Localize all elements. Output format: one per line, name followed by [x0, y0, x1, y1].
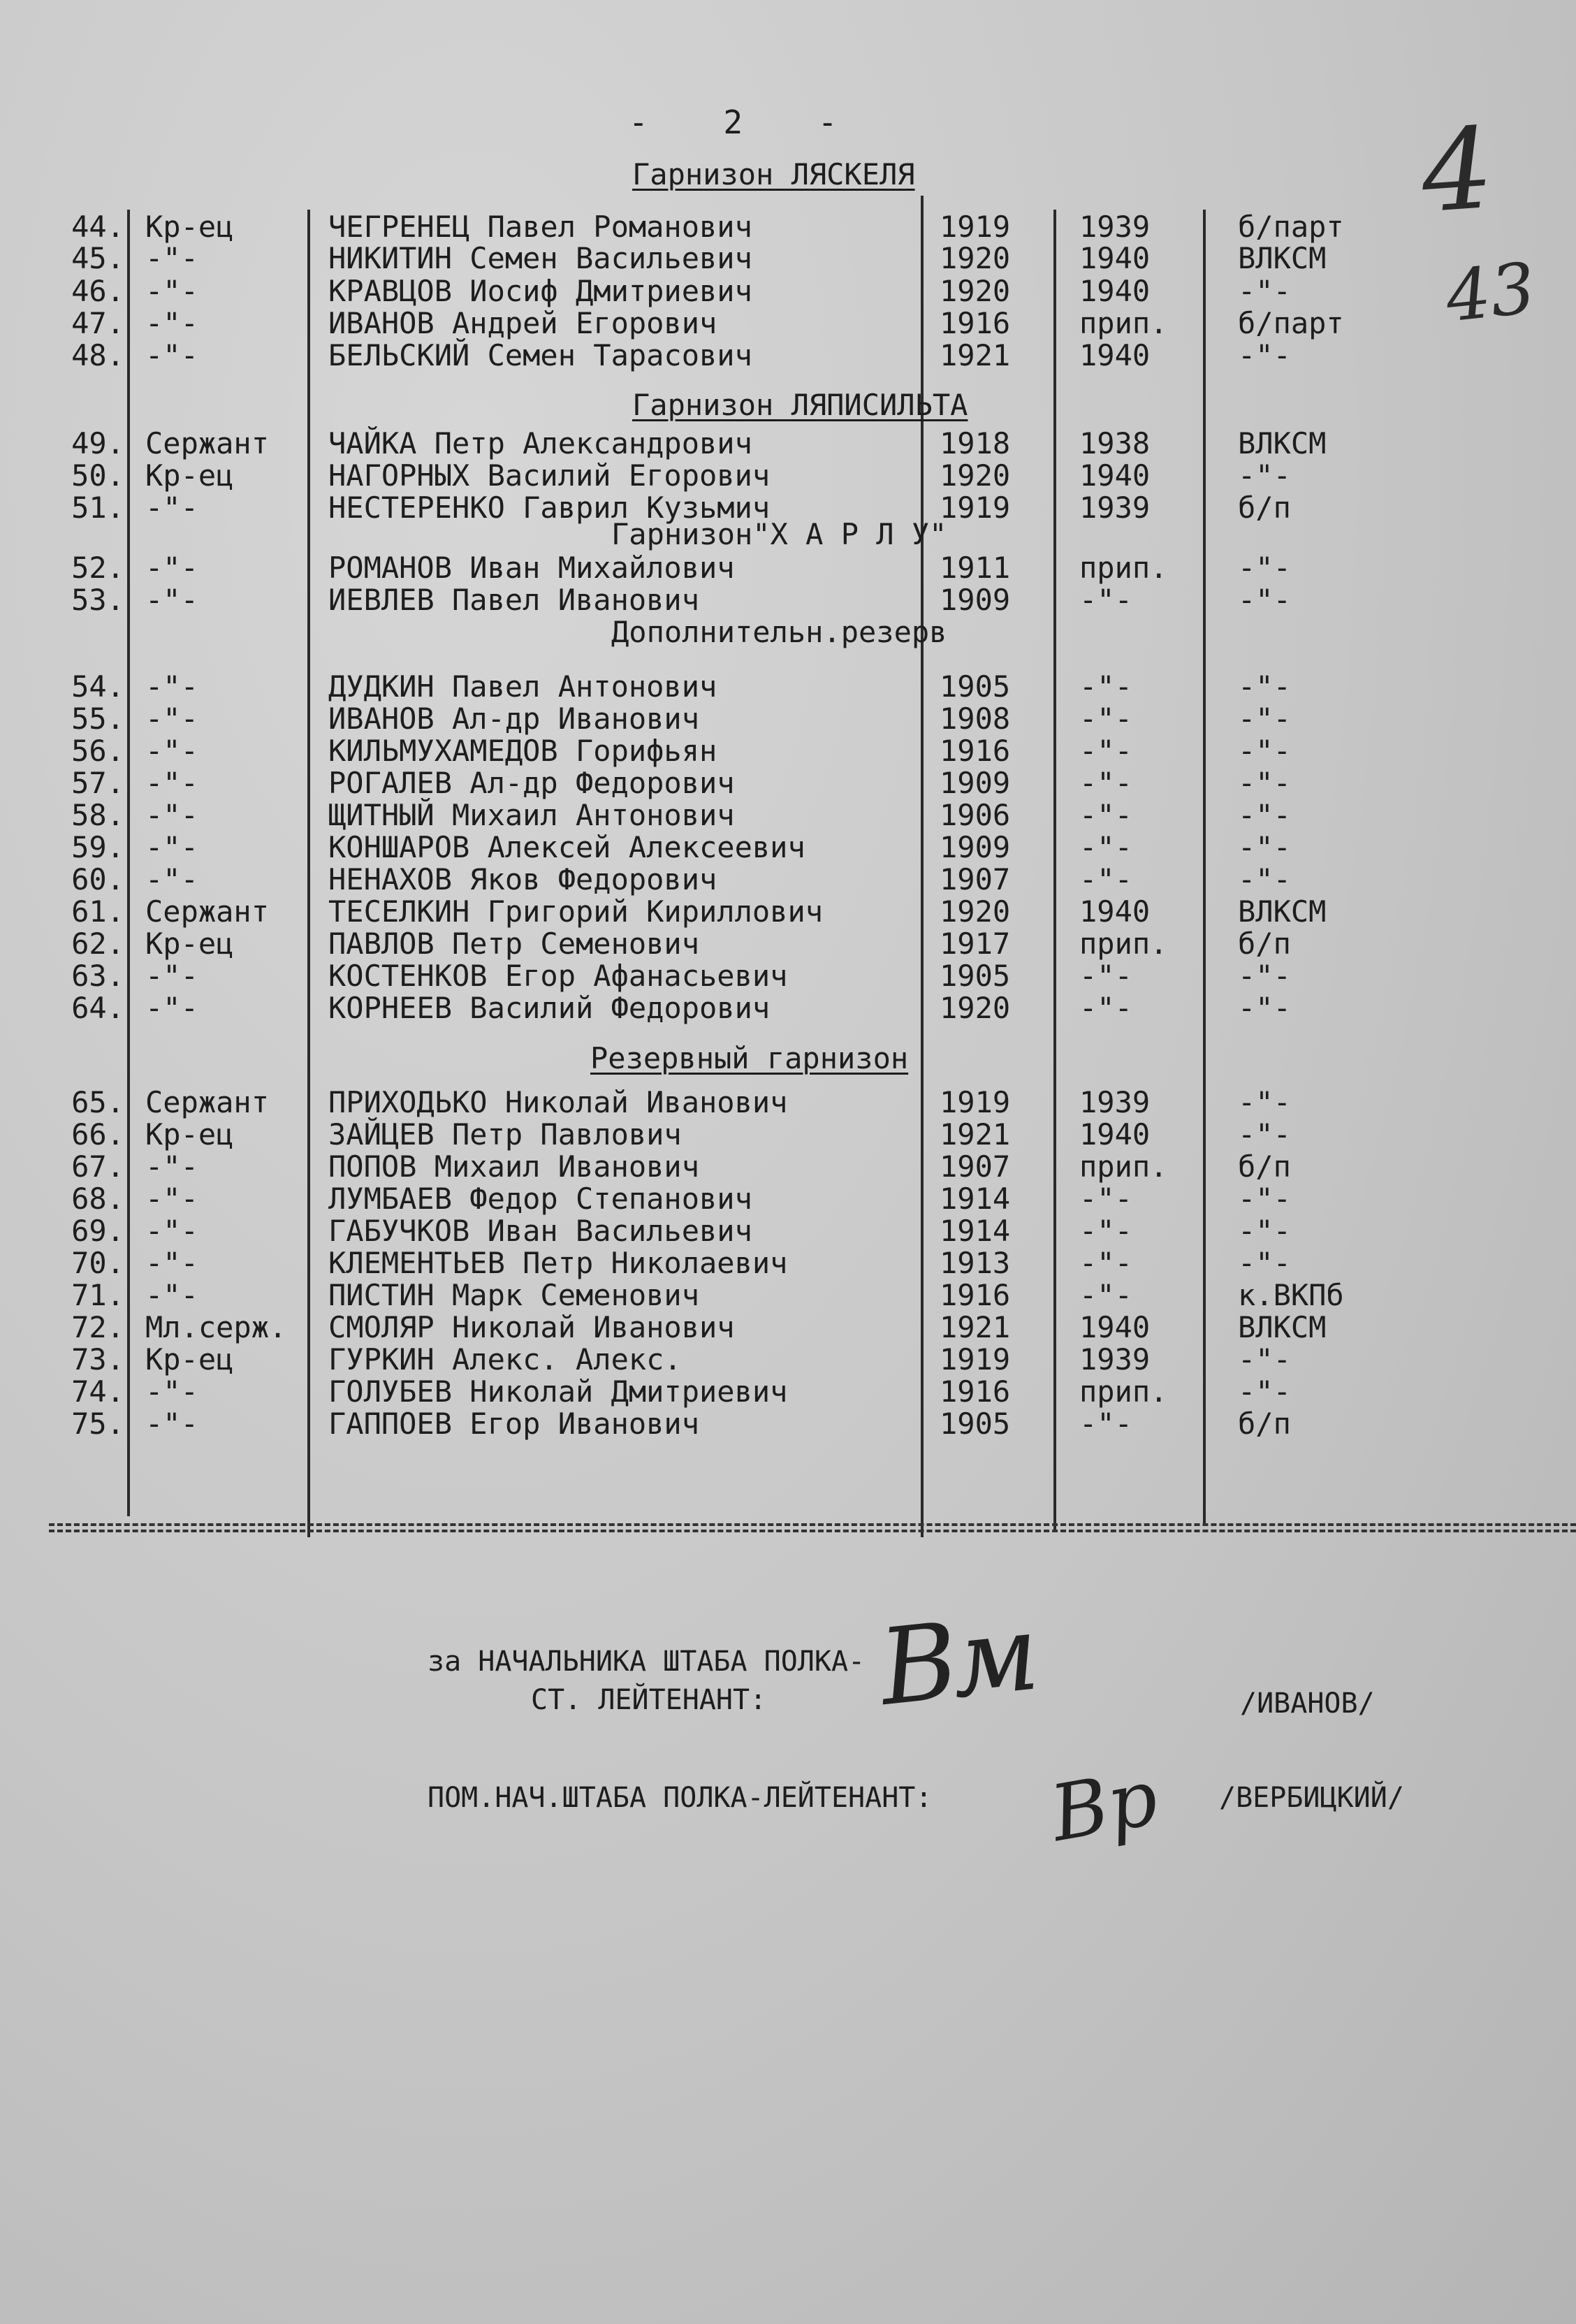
table-row: [0, 1214, 1576, 1246]
table-row: [0, 927, 1576, 959]
full-name: БЕЛЬСКИЙ Семен Тарасович: [328, 338, 752, 372]
rank: -"-: [145, 1278, 198, 1312]
rank: -"-: [145, 338, 198, 372]
birth-year: 1909: [940, 583, 1011, 617]
join-year: -"-: [1079, 669, 1132, 704]
table-row: [0, 274, 1576, 306]
row-number: 47.: [71, 306, 124, 340]
party-status: -"-: [1238, 734, 1291, 768]
rank: Кр-ец: [145, 1117, 234, 1152]
join-year: -"-: [1079, 702, 1132, 736]
join-year: -"-: [1079, 830, 1132, 864]
table-row: [0, 1374, 1576, 1407]
table-row: [0, 1342, 1576, 1377]
birth-year: 1919: [940, 210, 1011, 244]
party-status: -"-: [1238, 1342, 1291, 1377]
rank: -"-: [145, 702, 198, 736]
party-status: ВЛКСМ: [1238, 1310, 1327, 1344]
join-year: прип.: [1079, 927, 1168, 961]
full-name: ГУРКИН Алекс. Алекс.: [328, 1342, 682, 1377]
table-row: [0, 862, 1576, 894]
rank: Кр-ец: [145, 458, 234, 493]
party-status: б/п: [1238, 1407, 1291, 1441]
full-name: ПИСТИН Марк Семенович: [328, 1278, 700, 1312]
join-year: 1940: [1079, 1310, 1151, 1344]
party-status: -"-: [1238, 669, 1291, 704]
table-row: [0, 830, 1576, 862]
row-number: 48.: [71, 338, 124, 372]
signature-line-rank: СТ. ЛЕЙТЕНАНТ:: [531, 1684, 767, 1716]
rank: -"-: [145, 551, 198, 585]
row-number: 70.: [71, 1246, 124, 1280]
full-name: ГАБУЧКОВ Иван Васильевич: [328, 1214, 752, 1248]
join-year: 1939: [1079, 1342, 1151, 1377]
join-year: прип.: [1079, 1374, 1168, 1409]
join-year: 1939: [1079, 491, 1151, 525]
full-name: ИВАНОВ Ал-др Иванович: [328, 702, 700, 736]
full-name: КРАВЦОВ Иосиф Дмитриевич: [328, 274, 752, 308]
table-row: [0, 766, 1576, 798]
party-status: -"-: [1238, 1214, 1291, 1248]
rank: -"-: [145, 991, 198, 1025]
rank: -"-: [145, 1182, 198, 1216]
birth-year: 1907: [940, 1149, 1011, 1184]
row-number: 57.: [71, 766, 124, 800]
full-name: ЧЕГРЕНЕЦ Павел Романович: [328, 210, 752, 244]
join-year: -"-: [1079, 734, 1132, 768]
party-status: -"-: [1238, 338, 1291, 372]
row-number: 72.: [71, 1310, 124, 1344]
full-name: КОСТЕНКОВ Егор Афанасьевич: [328, 959, 788, 993]
rank: Кр-ец: [145, 1342, 234, 1377]
birth-year: 1920: [940, 991, 1011, 1025]
join-year: 1940: [1079, 1117, 1151, 1152]
full-name: ПОПОВ Михаил Иванович: [328, 1149, 700, 1184]
full-name: НИКИТИН Семен Васильевич: [328, 241, 752, 275]
birth-year: 1908: [940, 702, 1011, 736]
birth-year: 1916: [940, 306, 1011, 340]
birth-year: 1905: [940, 669, 1011, 704]
row-number: 61.: [71, 894, 124, 929]
birth-year: 1919: [940, 491, 1011, 525]
section-title: Гарнизон ЛЯСКЕЛЯ: [632, 157, 915, 191]
rank: Сержант: [145, 426, 270, 460]
table-row: [0, 702, 1576, 734]
row-number: 50.: [71, 458, 124, 493]
birth-year: 1921: [940, 1310, 1011, 1344]
signature-scrawl-ivanov: Вм: [874, 1592, 1039, 1729]
party-status: ВЛКСМ: [1238, 894, 1327, 929]
row-number: 64.: [71, 991, 124, 1025]
party-status: -"-: [1238, 959, 1291, 993]
table-row: [0, 1246, 1576, 1278]
full-name: ЩИТНЫЙ Михаил Антонович: [328, 798, 735, 832]
birth-year: 1920: [940, 274, 1011, 308]
join-year: -"-: [1079, 1182, 1132, 1216]
party-status: б/парт: [1238, 306, 1344, 340]
party-status: -"-: [1238, 830, 1291, 864]
full-name: РОМАНОВ Иван Михайлович: [328, 551, 735, 585]
party-status: б/п: [1238, 1149, 1291, 1184]
row-number: 58.: [71, 798, 124, 832]
table-row: [0, 210, 1576, 242]
signature-scrawl-verbitsky: Вр: [1044, 1752, 1165, 1859]
party-status: ВЛКСМ: [1238, 426, 1327, 460]
party-status: б/п: [1238, 927, 1291, 961]
section-title: Дополнительн.резерв: [611, 615, 947, 649]
birth-year: 1921: [940, 338, 1011, 372]
party-status: -"-: [1238, 702, 1291, 736]
birth-year: 1905: [940, 959, 1011, 993]
rank: Кр-ец: [145, 210, 234, 244]
row-number: 46.: [71, 274, 124, 308]
party-status: -"-: [1238, 1182, 1291, 1216]
birth-year: 1920: [940, 241, 1011, 275]
rank: -"-: [145, 1149, 198, 1184]
full-name: НАГОРНЫХ Василий Егорович: [328, 458, 771, 493]
rank: -"-: [145, 734, 198, 768]
party-status: -"-: [1238, 1246, 1291, 1280]
signature-name-ivanov: /ИВАНОВ/: [1240, 1687, 1375, 1720]
join-year: 1940: [1079, 241, 1151, 275]
birth-year: 1918: [940, 426, 1011, 460]
row-number: 45.: [71, 241, 124, 275]
row-number: 56.: [71, 734, 124, 768]
party-status: б/парт: [1238, 210, 1344, 244]
join-year: 1939: [1079, 1085, 1151, 1119]
table-row: [0, 669, 1576, 702]
row-number: 44.: [71, 210, 124, 244]
row-number: 67.: [71, 1149, 124, 1184]
birth-year: 1905: [940, 1407, 1011, 1441]
join-year: -"-: [1079, 1407, 1132, 1441]
signature-name-verbitsky: /ВЕРБИЦКИЙ/: [1219, 1782, 1404, 1814]
party-status: -"-: [1238, 862, 1291, 896]
party-status: к.ВКПб: [1238, 1278, 1344, 1312]
row-number: 74.: [71, 1374, 124, 1409]
table-row: [0, 1310, 1576, 1342]
signature-line-chief-of-staff: за НАЧАЛЬНИКА ШТАБА ПОЛКА-: [428, 1646, 866, 1678]
table-row: [0, 551, 1576, 583]
row-number: 75.: [71, 1407, 124, 1441]
full-name: ЗАЙЦЕВ Петр Павлович: [328, 1117, 682, 1152]
full-name: КЛЕМЕНТЬЕВ Петр Николаевич: [328, 1246, 788, 1280]
rank: -"-: [145, 669, 198, 704]
full-name: ГОЛУБЕВ Николай Дмитриевич: [328, 1374, 788, 1409]
full-name: НЕНАХОВ Яков Федорович: [328, 862, 717, 896]
table-row: [0, 734, 1576, 766]
full-name: ТЕСЕЛКИН Григорий Кириллович: [328, 894, 824, 929]
rank: -"-: [145, 1407, 198, 1441]
table-row: [0, 991, 1576, 1023]
join-year: прип.: [1079, 551, 1168, 585]
table-row: [0, 338, 1576, 370]
birth-year: 1909: [940, 830, 1011, 864]
rank: -"-: [145, 798, 198, 832]
rank: -"-: [145, 306, 198, 340]
table-row: [0, 1182, 1576, 1214]
birth-year: 1916: [940, 1374, 1011, 1409]
rank: Мл.серж.: [145, 1310, 287, 1344]
join-year: 1940: [1079, 274, 1151, 308]
handwritten-folio-number: 43: [1442, 247, 1540, 338]
row-number: 68.: [71, 1182, 124, 1216]
join-year: -"-: [1079, 798, 1132, 832]
party-status: -"-: [1238, 766, 1291, 800]
birth-year: 1919: [940, 1085, 1011, 1119]
full-name: НЕСТЕРЕНКО Гаврил Кузьмич: [328, 491, 771, 525]
rank: -"-: [145, 241, 198, 275]
join-year: -"-: [1079, 1214, 1132, 1248]
join-year: -"-: [1079, 1246, 1132, 1280]
join-year: 1940: [1079, 338, 1151, 372]
join-year: 1938: [1079, 426, 1151, 460]
join-year: 1939: [1079, 210, 1151, 244]
party-status: -"-: [1238, 991, 1291, 1025]
table-row: [0, 426, 1576, 458]
row-number: 51.: [71, 491, 124, 525]
birth-year: 1913: [940, 1246, 1011, 1280]
join-year: 1940: [1079, 458, 1151, 493]
row-number: 54.: [71, 669, 124, 704]
rank: -"-: [145, 862, 198, 896]
join-year: 1940: [1079, 894, 1151, 929]
birth-year: 1920: [940, 894, 1011, 929]
rank: -"-: [145, 766, 198, 800]
table-row: [0, 1085, 1576, 1117]
rank: -"-: [145, 274, 198, 308]
table-row: [0, 491, 1576, 523]
row-number: 52.: [71, 551, 124, 585]
table-row: [0, 1149, 1576, 1182]
full-name: ПАВЛОВ Петр Семенович: [328, 927, 700, 961]
full-name: РОГАЛЕВ Ал-др Федорович: [328, 766, 735, 800]
row-number: 66.: [71, 1117, 124, 1152]
join-year: прип.: [1079, 1149, 1168, 1184]
row-number: 55.: [71, 702, 124, 736]
rank: -"-: [145, 491, 198, 525]
birth-year: 1916: [940, 734, 1011, 768]
join-year: -"-: [1079, 862, 1132, 896]
party-status: -"-: [1238, 1117, 1291, 1152]
full-name: ДУДКИН Павел Антонович: [328, 669, 717, 704]
full-name: КОРНЕЕВ Василий Федорович: [328, 991, 771, 1025]
rank: Кр-ец: [145, 927, 234, 961]
rank: -"-: [145, 830, 198, 864]
rank: -"-: [145, 1214, 198, 1248]
section-title: Гарнизон"Х А Р Л У": [611, 517, 947, 551]
row-number: 59.: [71, 830, 124, 864]
party-status: -"-: [1238, 583, 1291, 617]
full-name: СМОЛЯР Николай Иванович: [328, 1310, 735, 1344]
signature-line-assistant: ПОМ.НАЧ.ШТАБА ПОЛКА-ЛЕЙТЕНАНТ:: [428, 1782, 933, 1814]
table-row: [0, 241, 1576, 273]
table-row: [0, 1117, 1576, 1152]
rank: Сержант: [145, 1085, 270, 1119]
birth-year: 1914: [940, 1214, 1011, 1248]
rank: -"-: [145, 583, 198, 617]
full-name: ИВАНОВ Андрей Егорович: [328, 306, 717, 340]
page-number: - 2 -: [629, 103, 866, 141]
row-number: 63.: [71, 959, 124, 993]
join-year: -"-: [1079, 959, 1132, 993]
join-year: -"-: [1079, 1278, 1132, 1312]
birth-year: 1920: [940, 458, 1011, 493]
party-status: -"-: [1238, 1374, 1291, 1409]
party-status: -"-: [1238, 274, 1291, 308]
table-row: [0, 306, 1576, 338]
rank: Сержант: [145, 894, 270, 929]
table-row: [0, 798, 1576, 830]
birth-year: 1909: [940, 766, 1011, 800]
party-status: б/п: [1238, 491, 1291, 525]
row-number: 60.: [71, 862, 124, 896]
row-number: 73.: [71, 1342, 124, 1377]
join-year: прип.: [1079, 306, 1168, 340]
full-name: ЛУМБАЕВ Федор Степанович: [328, 1182, 752, 1216]
table-row: [0, 458, 1576, 491]
full-name: ЧАЙКА Петр Александрович: [328, 426, 752, 460]
party-status: -"-: [1238, 458, 1291, 493]
table-row: [0, 1278, 1576, 1310]
section-title: Резервный гарнизон: [590, 1041, 909, 1075]
full-name: КОНШАРОВ Алексей Алексеевич: [328, 830, 805, 864]
handwritten-sheet-number: 4: [1417, 102, 1498, 238]
row-number: 65.: [71, 1085, 124, 1119]
birth-year: 1916: [940, 1278, 1011, 1312]
birth-year: 1921: [940, 1117, 1011, 1152]
party-status: ВЛКСМ: [1238, 241, 1327, 275]
join-year: -"-: [1079, 991, 1132, 1025]
full-name: ГАППОЕВ Егор Иванович: [328, 1407, 700, 1441]
birth-year: 1917: [940, 927, 1011, 961]
row-number: 69.: [71, 1214, 124, 1248]
birth-year: 1907: [940, 862, 1011, 896]
join-year: -"-: [1079, 583, 1132, 617]
party-status: -"-: [1238, 551, 1291, 585]
table-row: [0, 894, 1576, 927]
bottom-double-rule: [49, 1522, 1576, 1534]
join-year: -"-: [1079, 766, 1132, 800]
party-status: -"-: [1238, 1085, 1291, 1119]
birth-year: 1919: [940, 1342, 1011, 1377]
row-number: 71.: [71, 1278, 124, 1312]
rank: -"-: [145, 1246, 198, 1280]
row-number: 49.: [71, 426, 124, 460]
birth-year: 1906: [940, 798, 1011, 832]
table-row: [0, 959, 1576, 991]
full-name: ПРИХОДЬКО Николай Иванович: [328, 1085, 788, 1119]
row-number: 53.: [71, 583, 124, 617]
full-name: КИЛЬМУХАМЕДОВ Горифьян: [328, 734, 717, 768]
rank: -"-: [145, 1374, 198, 1409]
row-number: 62.: [71, 927, 124, 961]
birth-year: 1911: [940, 551, 1011, 585]
party-status: -"-: [1238, 798, 1291, 832]
rank: -"-: [145, 959, 198, 993]
table-row: [0, 583, 1576, 615]
section-title: Гарнизон ЛЯПИСИЛЬТА: [632, 388, 968, 422]
full-name: ИЕВЛЕВ Павел Иванович: [328, 583, 700, 617]
table-row: [0, 1407, 1576, 1439]
birth-year: 1914: [940, 1182, 1011, 1216]
